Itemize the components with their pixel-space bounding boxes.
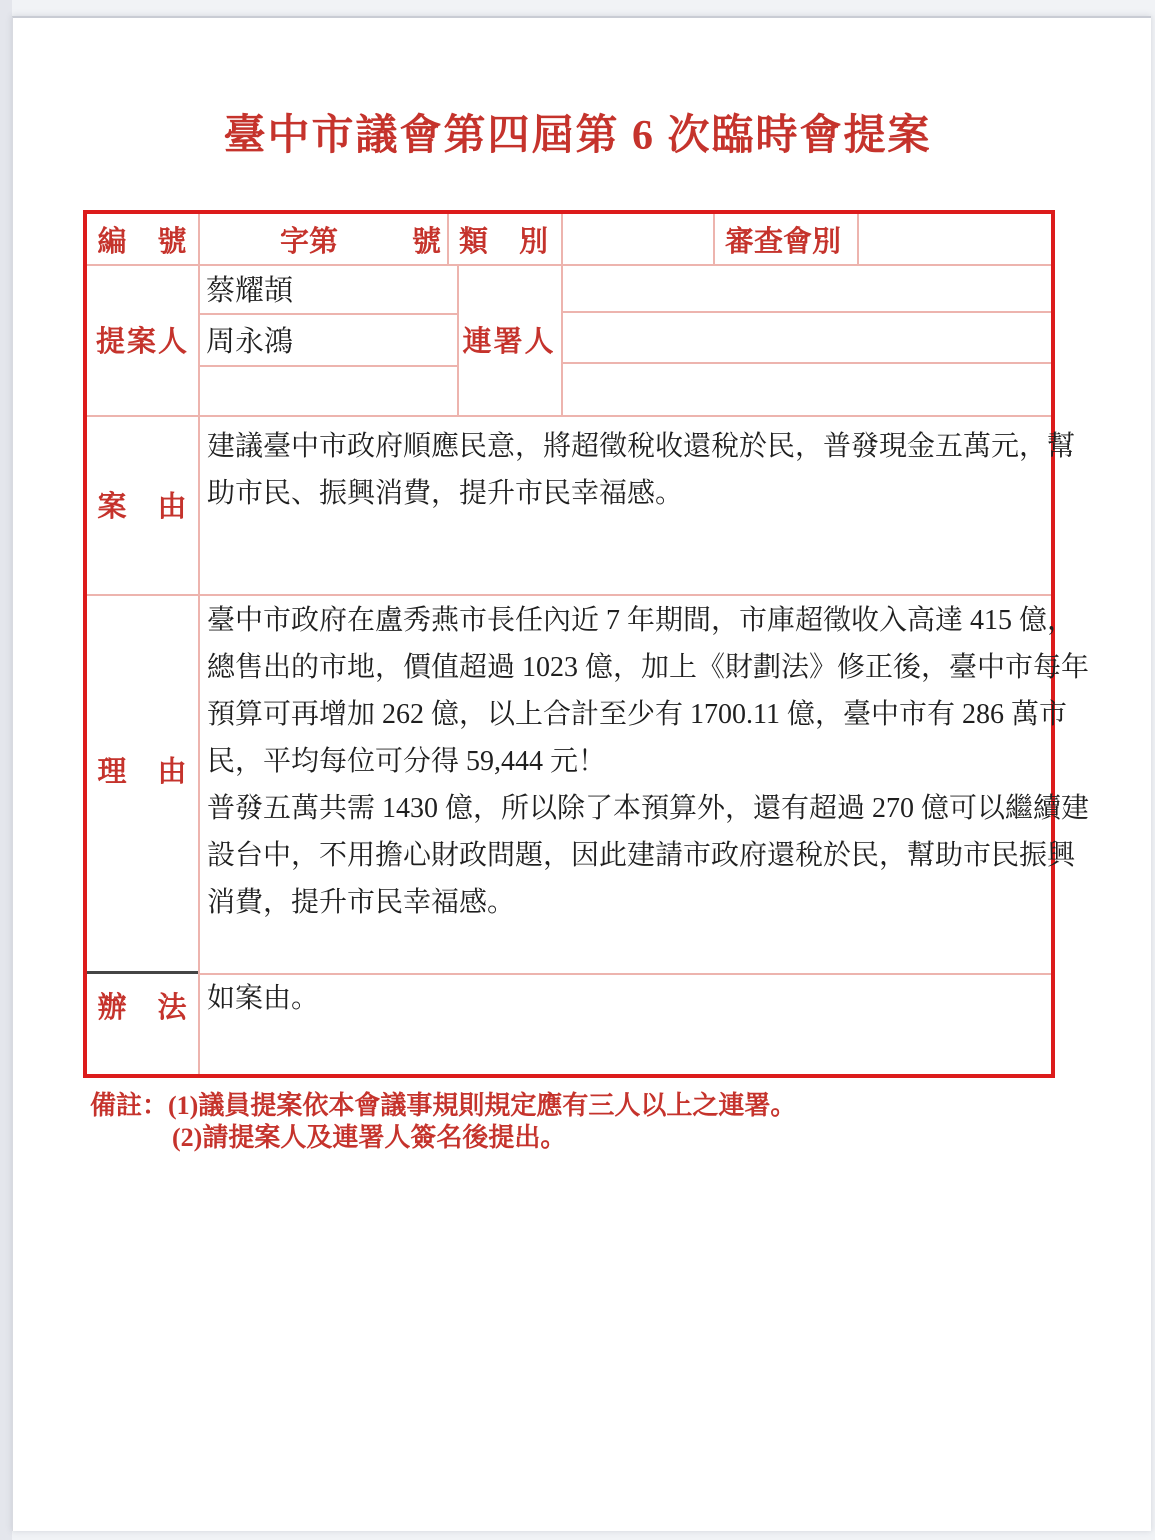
reason-text-line: 設台中，不用擔心財政問題，因此建請市政府還稅於民，幫助市民振興 <box>207 840 1076 871</box>
header-case-number-cell <box>198 214 447 264</box>
case-number-suffix-label: 號 <box>411 225 441 258</box>
header-number-label: 編 號 <box>97 225 188 258</box>
proposer-name-cell: 周永鴻 <box>206 325 294 358</box>
reason-text-line: 消費，提升市民幸福感。 <box>207 887 516 918</box>
case-text-line: 助市民、振興消費，提升市民幸福感。 <box>207 478 684 509</box>
header-category-value-cell <box>561 214 713 264</box>
method-text-line: 如案由。 <box>207 983 320 1014</box>
case-text-line: 建議臺中市政府順應民意，將超徵稅收還稅於民，普發現金五萬元，幫 <box>207 431 1076 462</box>
reason-content <box>198 594 1090 973</box>
case-content <box>198 415 1076 594</box>
proposal-form-table <box>83 210 1090 1078</box>
proposer-name-cell <box>198 365 457 415</box>
reason-text-line: 普發五萬共需 1430 億，所以除了本預算外，還有超過 270 億可以繼續建 <box>207 793 1090 824</box>
case-number-prefix-label: 字第 <box>280 225 339 258</box>
reason-text-line: 預算可再增加 262 億，以上合計至少有 1700.11 億，臺中市有 286 萬市 <box>207 699 1067 730</box>
header-review-label: 審查會別 <box>725 225 842 258</box>
case-label: 案 由 <box>97 491 188 523</box>
method-label: 辦 法 <box>97 992 188 1024</box>
reason-label: 理 由 <box>97 756 188 788</box>
cosigner-signature-cell <box>561 362 1051 415</box>
proposer-label: 提案人 <box>95 326 189 358</box>
cosigner-label: 連署人 <box>462 326 556 358</box>
method-content <box>198 973 1051 1074</box>
cosigner-signature-cell <box>561 264 1051 311</box>
proposer-name-cell: 蔡耀頡 <box>206 275 294 307</box>
proposal-title: 臺中市議會第四屆第 6 次臨時會提案 <box>223 113 932 159</box>
reason-text-line: 臺中市政府在盧秀燕市長任內近 7 年期間，市庫超徵收入高達 415 億， <box>207 605 1076 636</box>
reason-text-line: 總售出的市地，價值超過 1023 億，加上《財劃法》修正後，臺中市每年 <box>207 652 1090 683</box>
notes-line-1: 備註：(1)議員提案依本會議事規則規定應有三人以上之連署。 <box>90 1091 797 1120</box>
header-category-label: 類 別 <box>458 225 549 258</box>
scan-edge-shadow <box>0 0 12 1540</box>
reason-text-line: 民，平均每位可分得 59,444 元！ <box>207 746 607 777</box>
header-review-value-cell <box>857 214 1051 264</box>
notes-line-2: (2)請提案人及連署人簽名後提出。 <box>172 1123 567 1152</box>
cosigner-signature-cell <box>561 311 1051 362</box>
